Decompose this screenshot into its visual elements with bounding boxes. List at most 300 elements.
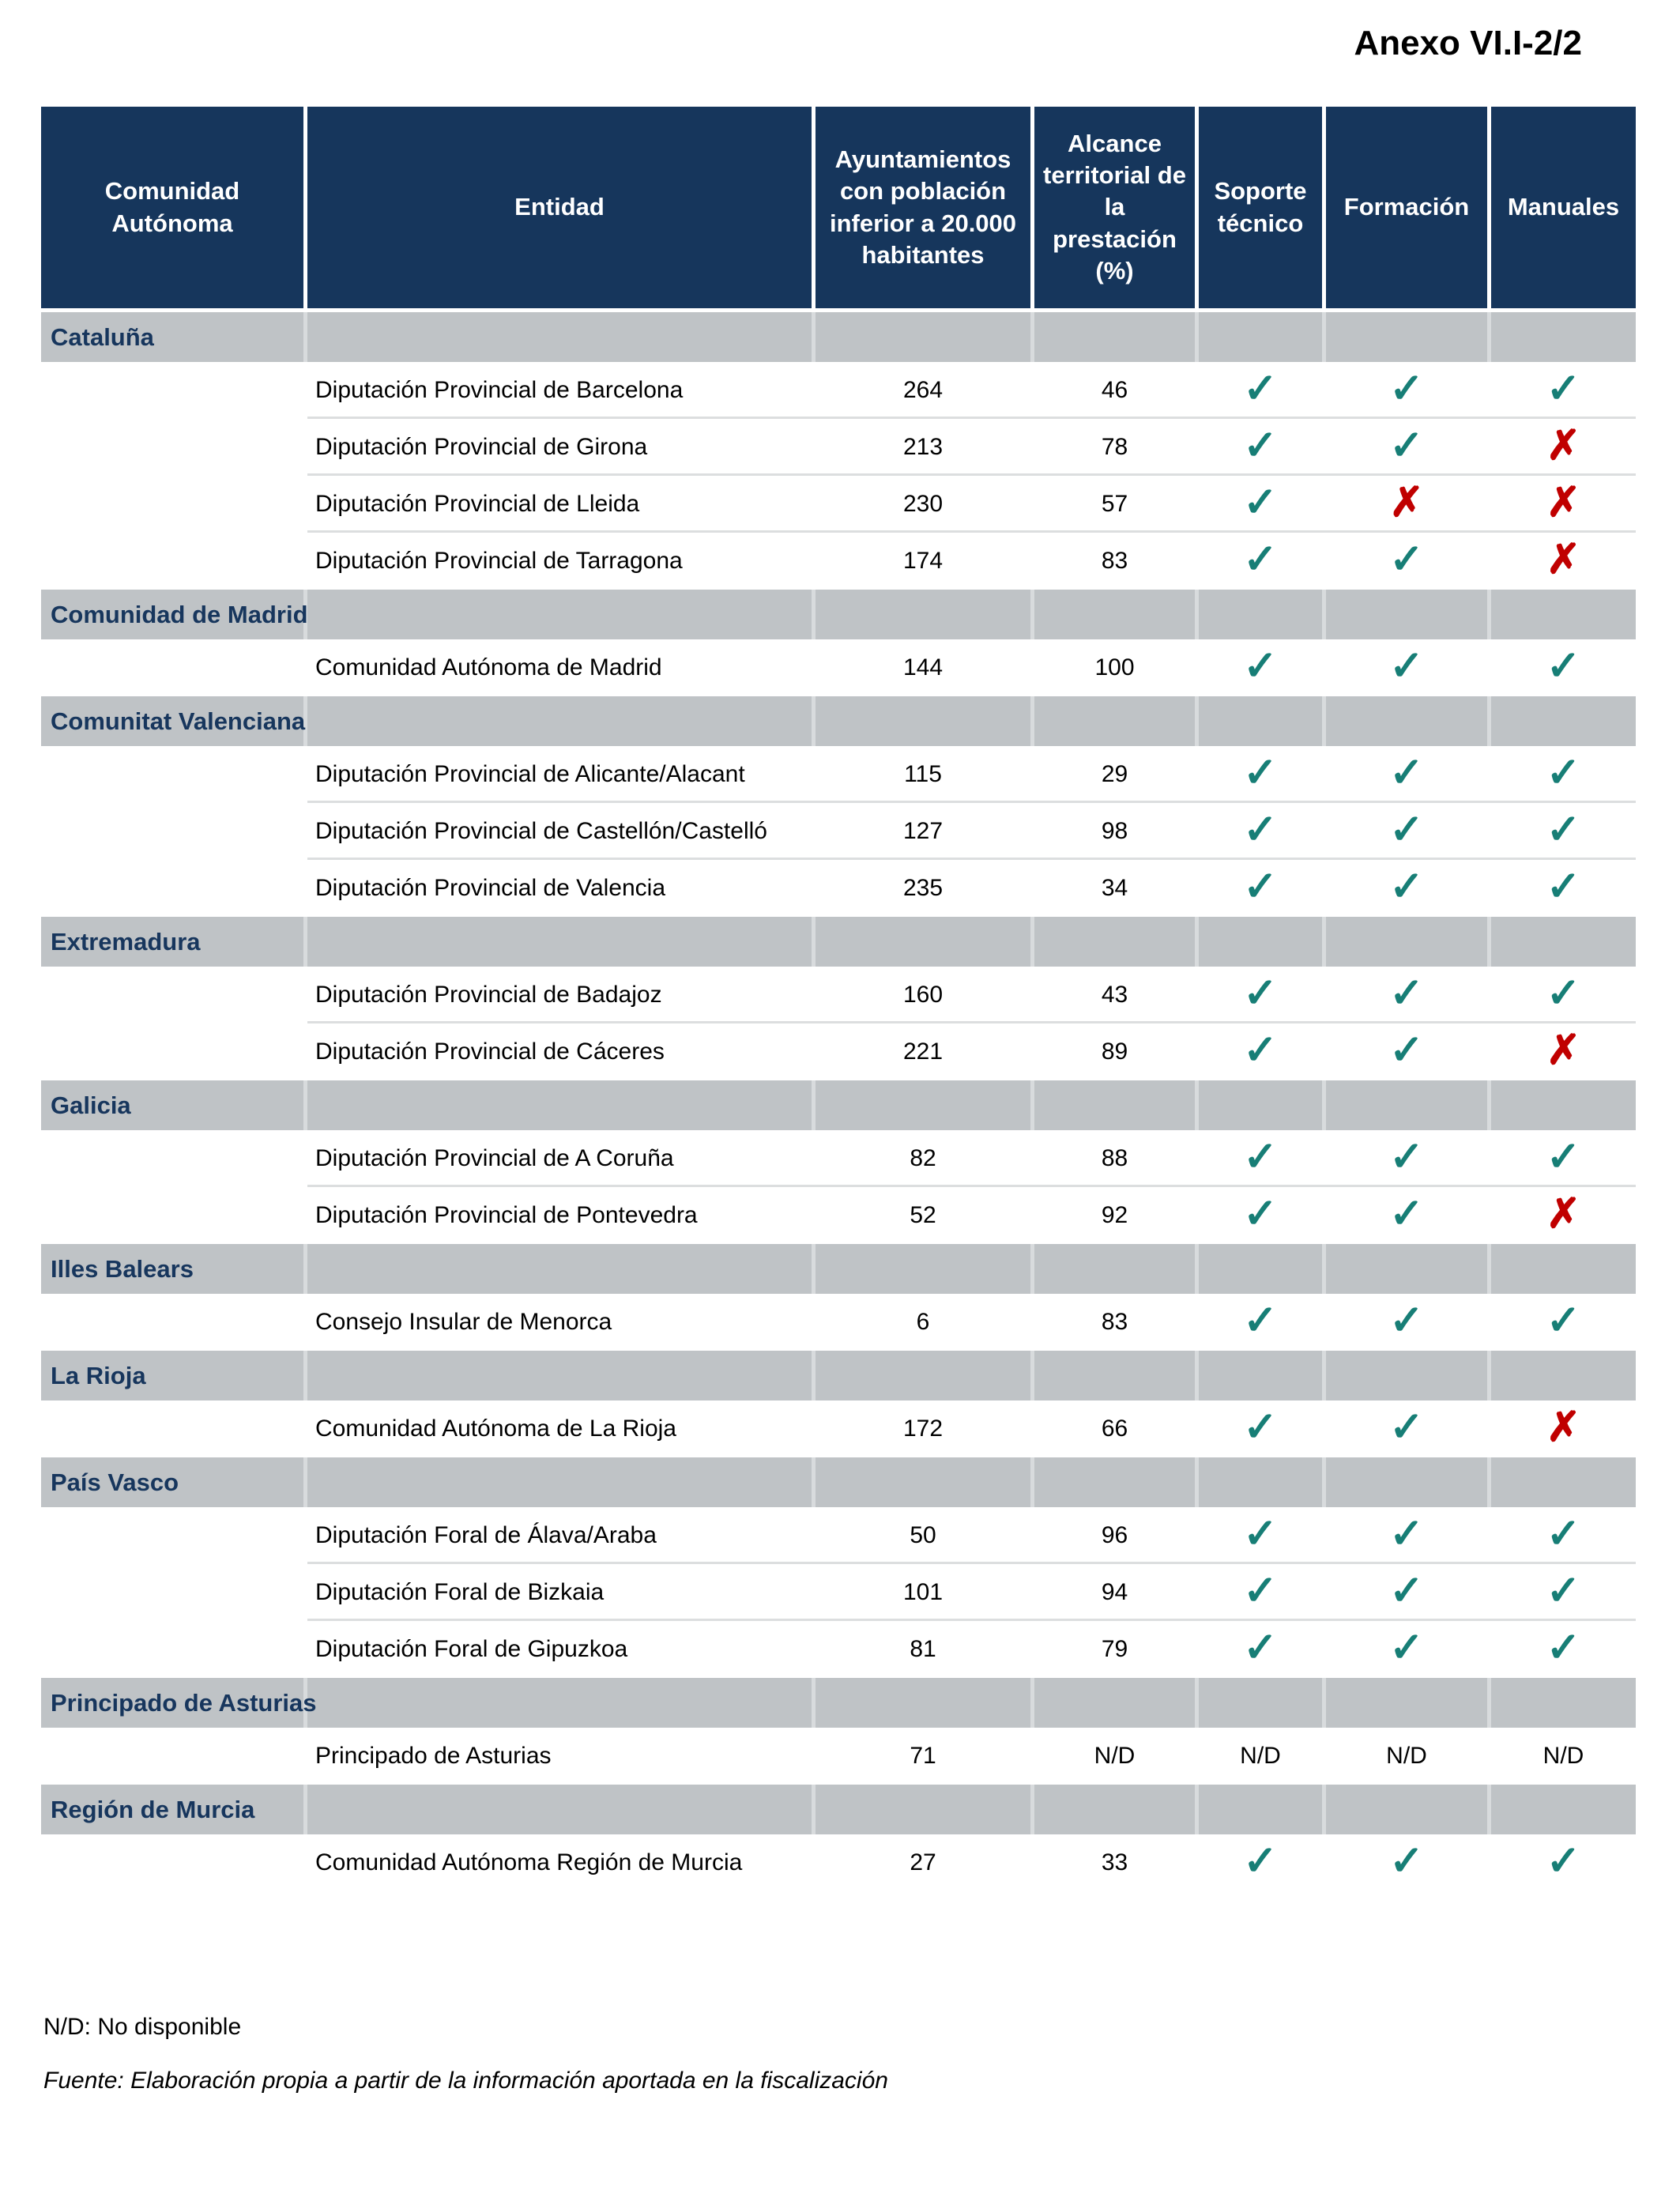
cell-value: 96 xyxy=(1101,1522,1128,1548)
comunidad-empty-cell xyxy=(41,1023,303,1080)
value-cell xyxy=(1034,1728,1195,1785)
value-cell xyxy=(1491,639,1636,696)
section-empty-cell xyxy=(1326,1678,1487,1728)
value-cell xyxy=(1491,967,1636,1023)
section-row xyxy=(41,696,1636,746)
value-cell xyxy=(1199,639,1322,696)
entity-name: Diputación Provincial de Badajoz xyxy=(315,982,662,1008)
check-icon: ✓ xyxy=(1389,971,1424,1016)
section-empty-cell xyxy=(1491,1457,1636,1507)
section-empty-cell xyxy=(307,1080,812,1130)
value-cell xyxy=(816,362,1030,419)
entity-cell xyxy=(307,1564,812,1621)
cell-value: 71 xyxy=(910,1743,936,1769)
entity-cell xyxy=(307,1400,812,1457)
entity-name: Diputación Foral de Álava/Araba xyxy=(315,1522,657,1548)
header-cell-manuales: Manuales xyxy=(1491,107,1636,308)
value-cell xyxy=(1326,1130,1487,1187)
value-cell xyxy=(816,1130,1030,1187)
entity-name: Diputación Foral de Gipuzkoa xyxy=(315,1636,628,1662)
value-cell xyxy=(1199,1621,1322,1678)
cell-value: 98 xyxy=(1101,818,1128,844)
value-cell xyxy=(816,476,1030,533)
entity-cell xyxy=(307,1130,812,1187)
value-cell xyxy=(1199,1564,1322,1621)
cell-value: 83 xyxy=(1101,1309,1128,1335)
value-cell xyxy=(1326,1187,1487,1244)
value-cell xyxy=(1199,1130,1322,1187)
value-cell xyxy=(1326,803,1487,860)
cell-value: 88 xyxy=(1101,1145,1128,1171)
check-icon: ✓ xyxy=(1389,1404,1424,1450)
value-cell xyxy=(1034,803,1195,860)
section-empty-cell xyxy=(816,1785,1030,1834)
value-cell xyxy=(1034,1187,1195,1244)
value-cell xyxy=(1491,860,1636,917)
section-name-cell xyxy=(41,312,303,362)
value-cell xyxy=(1199,1187,1322,1244)
header-cell-alcance: Alcance territorial de la prestación (%) xyxy=(1034,107,1195,308)
value-cell xyxy=(1199,1294,1322,1351)
section-name-cell xyxy=(41,1080,303,1130)
value-cell xyxy=(1491,1130,1636,1187)
check-icon: ✓ xyxy=(1243,423,1278,469)
value-cell xyxy=(1491,1023,1636,1080)
value-cell xyxy=(1034,1023,1195,1080)
cross-icon: ✗ xyxy=(1389,480,1424,526)
check-icon: ✓ xyxy=(1243,537,1278,582)
value-cell xyxy=(816,533,1030,590)
cross-icon: ✗ xyxy=(1546,1027,1581,1073)
value-cell xyxy=(1034,967,1195,1023)
check-icon: ✓ xyxy=(1243,1838,1278,1884)
section-name-cell xyxy=(41,696,306,746)
section-empty-cell xyxy=(1326,1080,1487,1130)
entity-name: Diputación Foral de Bizkaia xyxy=(315,1579,605,1605)
section-row xyxy=(41,1785,1636,1834)
cell-value: 127 xyxy=(902,818,944,844)
check-icon: ✓ xyxy=(1389,1134,1424,1180)
cell-value: 174 xyxy=(902,548,944,574)
comunidad-empty-cell xyxy=(41,533,303,590)
comunidad-empty-cell xyxy=(41,1130,303,1187)
cell-value: 172 xyxy=(902,1416,944,1442)
table-row xyxy=(41,746,1636,803)
table-row xyxy=(41,1187,1636,1244)
section-empty-cell xyxy=(816,590,1030,639)
section-empty-cell xyxy=(1491,590,1636,639)
value-cell xyxy=(1199,1400,1322,1457)
cell-value: 43 xyxy=(1101,982,1128,1008)
header-cell-comunidad: Comunidad Autónoma xyxy=(41,107,303,308)
cell-value: 78 xyxy=(1101,434,1128,460)
table-row xyxy=(41,1294,1636,1351)
check-icon: ✓ xyxy=(1243,1027,1278,1073)
section-empty-cell xyxy=(1491,1080,1636,1130)
comunidad-empty-cell xyxy=(41,1621,303,1678)
check-icon: ✓ xyxy=(1243,1298,1278,1344)
section-empty-cell xyxy=(1034,1351,1195,1400)
check-icon: ✓ xyxy=(1389,1191,1424,1237)
entity-cell xyxy=(307,967,812,1023)
comunidad-empty-cell xyxy=(41,803,303,860)
entity-cell xyxy=(307,1728,812,1785)
section-empty-cell xyxy=(1326,312,1487,362)
value-cell xyxy=(1491,1564,1636,1621)
section-empty-cell xyxy=(1034,590,1195,639)
check-icon: ✓ xyxy=(1389,807,1424,853)
section-empty-cell xyxy=(1199,1785,1322,1834)
section-empty-cell xyxy=(1034,696,1195,746)
check-icon: ✓ xyxy=(1243,1625,1278,1671)
check-icon: ✓ xyxy=(1546,1568,1581,1614)
comunidad-empty-cell xyxy=(41,1564,303,1621)
section-name-cell xyxy=(41,1457,303,1507)
footnote-source: Fuente: Elaboración propia a partir de la información aportada en la fiscalización xyxy=(43,2068,888,2094)
section-label: La Rioja xyxy=(51,1361,146,1389)
entity-cell xyxy=(307,746,812,803)
value-cell xyxy=(1326,967,1487,1023)
check-icon: ✓ xyxy=(1389,366,1424,412)
section-label: Principado de Asturias xyxy=(51,1688,317,1717)
cell-value: 230 xyxy=(902,491,944,517)
value-cell xyxy=(1199,967,1322,1023)
check-icon: ✓ xyxy=(1389,643,1424,689)
section-empty-cell xyxy=(1199,917,1322,967)
value-cell xyxy=(1199,746,1322,803)
cell-value: 82 xyxy=(910,1145,936,1171)
section-row xyxy=(41,312,1636,362)
comunidad-empty-cell xyxy=(41,1187,303,1244)
check-icon: ✓ xyxy=(1389,423,1424,469)
section-empty-cell xyxy=(307,917,812,967)
table-row xyxy=(41,362,1636,419)
value-cell xyxy=(1326,1400,1487,1457)
table-row xyxy=(41,1023,1636,1080)
cell-value: 29 xyxy=(1101,761,1128,787)
entity-cell xyxy=(307,1294,812,1351)
section-row xyxy=(41,1080,1636,1130)
check-icon: ✓ xyxy=(1389,1027,1424,1073)
value-cell xyxy=(816,1564,1030,1621)
value-cell xyxy=(1034,639,1195,696)
check-icon: ✓ xyxy=(1546,971,1581,1016)
section-empty-cell xyxy=(816,1351,1030,1400)
section-label: Región de Murcia xyxy=(51,1795,255,1823)
section-empty-cell xyxy=(1326,1351,1487,1400)
check-icon: ✓ xyxy=(1389,1838,1424,1884)
value-cell xyxy=(1326,1564,1487,1621)
value-cell xyxy=(816,1294,1030,1351)
value-cell xyxy=(816,419,1030,476)
section-empty-cell xyxy=(1199,1351,1322,1400)
cell-value: N/D xyxy=(1094,1743,1136,1769)
value-cell xyxy=(1491,1728,1636,1785)
section-empty-cell xyxy=(816,696,1030,746)
table-body xyxy=(41,312,1636,1891)
cell-value: 221 xyxy=(902,1039,944,1065)
section-empty-cell xyxy=(1326,1785,1487,1834)
entity-name: Principado de Asturias xyxy=(315,1743,552,1769)
value-cell xyxy=(1326,362,1487,419)
section-empty-cell xyxy=(307,590,812,639)
entity-cell xyxy=(307,419,812,476)
value-cell xyxy=(1199,533,1322,590)
check-icon: ✓ xyxy=(1243,1511,1278,1557)
table-row xyxy=(41,1728,1636,1785)
check-icon: ✓ xyxy=(1243,366,1278,412)
value-cell xyxy=(816,803,1030,860)
comunidad-empty-cell xyxy=(41,1400,303,1457)
section-name-cell xyxy=(41,917,303,967)
value-cell xyxy=(1199,1023,1322,1080)
entity-name: Diputación Provincial de Castellón/Castelló xyxy=(315,818,767,844)
section-name-cell xyxy=(41,1785,303,1834)
section-empty-cell xyxy=(816,1080,1030,1130)
value-cell xyxy=(1491,1294,1636,1351)
section-empty-cell xyxy=(1326,917,1487,967)
value-cell xyxy=(1034,476,1195,533)
section-label: País Vasco xyxy=(51,1468,179,1496)
cell-value: 81 xyxy=(910,1636,936,1662)
section-empty-cell xyxy=(1034,1785,1195,1834)
section-empty-cell xyxy=(1199,590,1322,639)
section-empty-cell xyxy=(1034,917,1195,967)
entity-cell xyxy=(307,362,812,419)
check-icon: ✓ xyxy=(1243,971,1278,1016)
table-row xyxy=(41,803,1636,860)
cell-value: 27 xyxy=(910,1849,936,1875)
section-empty-cell xyxy=(1199,1457,1322,1507)
comunidad-empty-cell xyxy=(41,746,303,803)
section-empty-cell xyxy=(1199,312,1322,362)
check-icon: ✓ xyxy=(1546,750,1581,796)
check-icon: ✓ xyxy=(1389,1625,1424,1671)
value-cell xyxy=(1491,1834,1636,1891)
table-row xyxy=(41,1834,1636,1891)
check-icon: ✓ xyxy=(1389,537,1424,582)
cell-value: 33 xyxy=(1101,1849,1128,1875)
value-cell xyxy=(1034,1621,1195,1678)
check-icon: ✓ xyxy=(1389,750,1424,796)
value-cell xyxy=(1326,1294,1487,1351)
section-empty-cell xyxy=(1491,1351,1636,1400)
entity-cell xyxy=(307,1023,812,1080)
entity-cell xyxy=(307,1834,812,1891)
header-cell-entidad: Entidad xyxy=(307,107,812,308)
table-row xyxy=(41,1621,1636,1678)
value-cell xyxy=(816,1621,1030,1678)
value-cell xyxy=(816,1400,1030,1457)
value-cell xyxy=(1491,1400,1636,1457)
entity-cell xyxy=(307,803,812,860)
section-empty-cell xyxy=(1326,590,1487,639)
cross-icon: ✗ xyxy=(1546,480,1581,526)
section-row xyxy=(41,1351,1636,1400)
entity-cell xyxy=(307,639,812,696)
section-name-cell xyxy=(41,590,308,639)
check-icon: ✓ xyxy=(1243,1191,1278,1237)
section-name-cell xyxy=(41,1351,303,1400)
cell-value: N/D xyxy=(1240,1743,1281,1769)
comunidad-empty-cell xyxy=(41,1728,303,1785)
value-cell xyxy=(1199,362,1322,419)
check-icon: ✓ xyxy=(1546,1838,1581,1884)
value-cell xyxy=(1491,362,1636,419)
check-icon: ✓ xyxy=(1546,1625,1581,1671)
value-cell xyxy=(1034,1507,1195,1564)
cell-value: 50 xyxy=(910,1522,936,1548)
section-empty-cell xyxy=(1034,1678,1195,1728)
cell-value: N/D xyxy=(1386,1743,1427,1769)
cell-value: 34 xyxy=(1101,875,1128,901)
section-name-cell xyxy=(41,1678,317,1728)
cell-value: 101 xyxy=(902,1579,944,1605)
section-row xyxy=(41,590,1636,639)
table-header-row xyxy=(41,107,1636,308)
comunidad-empty-cell xyxy=(41,476,303,533)
value-cell xyxy=(1034,1564,1195,1621)
check-icon: ✓ xyxy=(1243,1404,1278,1450)
value-cell xyxy=(816,1834,1030,1891)
section-empty-cell xyxy=(816,917,1030,967)
check-icon: ✓ xyxy=(1389,1568,1424,1614)
section-empty-cell xyxy=(1326,1457,1487,1507)
check-icon: ✓ xyxy=(1243,750,1278,796)
value-cell xyxy=(1034,419,1195,476)
section-empty-cell xyxy=(816,312,1030,362)
cell-value: 115 xyxy=(904,761,942,787)
value-cell xyxy=(1034,1130,1195,1187)
section-label: Cataluña xyxy=(51,322,154,351)
entity-cell xyxy=(307,860,812,917)
section-label: Extremadura xyxy=(51,927,201,956)
section-empty-cell xyxy=(1034,1244,1195,1294)
header-cell-soporte: Soporte técnico xyxy=(1199,107,1322,308)
value-cell xyxy=(1491,1507,1636,1564)
value-cell xyxy=(1199,803,1322,860)
check-icon: ✓ xyxy=(1389,1298,1424,1344)
footnotes xyxy=(43,2014,888,2094)
entity-name: Diputación Provincial de Barcelona xyxy=(315,377,684,403)
comunidad-empty-cell xyxy=(41,1834,303,1891)
cell-value: 46 xyxy=(1101,377,1128,403)
value-cell xyxy=(1326,1834,1487,1891)
table-row xyxy=(41,1130,1636,1187)
check-icon: ✓ xyxy=(1243,643,1278,689)
cell-value: N/D xyxy=(1543,1743,1584,1769)
table-row xyxy=(41,639,1636,696)
section-empty-cell xyxy=(307,312,812,362)
value-cell xyxy=(816,746,1030,803)
cell-value: 100 xyxy=(1094,654,1135,680)
table-row xyxy=(41,533,1636,590)
value-cell xyxy=(816,1187,1030,1244)
section-label: Comunidad de Madrid xyxy=(51,600,308,628)
footnote-nd: N/D: No disponible xyxy=(43,2014,242,2040)
section-empty-cell xyxy=(307,1785,812,1834)
value-cell xyxy=(816,860,1030,917)
section-empty-cell xyxy=(1491,312,1636,362)
value-cell xyxy=(1034,533,1195,590)
table-row xyxy=(41,1400,1636,1457)
check-icon: ✓ xyxy=(1546,643,1581,689)
section-empty-cell xyxy=(307,1244,812,1294)
value-cell xyxy=(1326,476,1487,533)
section-empty-cell xyxy=(1034,1080,1195,1130)
cell-value: 264 xyxy=(902,377,944,403)
section-empty-cell xyxy=(307,1351,812,1400)
entity-name: Consejo Insular de Menorca xyxy=(315,1309,612,1335)
check-icon: ✓ xyxy=(1389,864,1424,910)
value-cell xyxy=(1034,1294,1195,1351)
value-cell xyxy=(1034,746,1195,803)
table xyxy=(41,107,1636,1891)
value-cell xyxy=(816,639,1030,696)
value-cell xyxy=(1491,746,1636,803)
table-row xyxy=(41,476,1636,533)
value-cell xyxy=(1326,1023,1487,1080)
cell-value: 92 xyxy=(1101,1202,1128,1228)
section-row xyxy=(41,1457,1636,1507)
check-icon: ✓ xyxy=(1243,480,1278,526)
value-cell xyxy=(1199,476,1322,533)
cell-value: 57 xyxy=(1101,491,1128,517)
cell-value: 160 xyxy=(902,982,944,1008)
check-icon: ✓ xyxy=(1243,864,1278,910)
value-cell xyxy=(1491,476,1636,533)
check-icon: ✓ xyxy=(1546,366,1581,412)
value-cell xyxy=(1199,1728,1322,1785)
value-cell xyxy=(1491,1621,1636,1678)
check-icon: ✓ xyxy=(1546,1298,1581,1344)
entity-cell xyxy=(307,1507,812,1564)
value-cell xyxy=(1326,1507,1487,1564)
section-empty-cell xyxy=(307,696,812,746)
cell-value: 66 xyxy=(1101,1416,1128,1442)
section-empty-cell xyxy=(1199,1678,1322,1728)
check-icon: ✓ xyxy=(1546,1511,1581,1557)
section-label: Illes Balears xyxy=(51,1254,194,1283)
value-cell xyxy=(1199,1834,1322,1891)
entity-name: Diputación Provincial de Cáceres xyxy=(315,1039,665,1065)
section-row xyxy=(41,1678,1636,1728)
cross-icon: ✗ xyxy=(1546,423,1581,469)
value-cell xyxy=(816,1728,1030,1785)
check-icon: ✓ xyxy=(1546,807,1581,853)
value-cell xyxy=(1491,533,1636,590)
cell-value: 79 xyxy=(1101,1636,1128,1662)
value-cell xyxy=(1491,419,1636,476)
value-cell xyxy=(1491,1187,1636,1244)
value-cell xyxy=(1326,860,1487,917)
cross-icon: ✗ xyxy=(1546,1404,1581,1450)
table-row xyxy=(41,967,1636,1023)
entity-name: Comunidad Autónoma de Madrid xyxy=(315,654,662,680)
table-row xyxy=(41,860,1636,917)
section-label: Comunitat Valenciana xyxy=(51,707,306,735)
section-empty-cell xyxy=(307,1678,812,1728)
section-empty-cell xyxy=(1491,696,1636,746)
section-empty-cell xyxy=(1491,1678,1636,1728)
entity-name: Comunidad Autónoma Región de Murcia xyxy=(315,1849,743,1875)
comunidad-empty-cell xyxy=(41,639,303,696)
section-label: Galicia xyxy=(51,1091,131,1119)
cross-icon: ✗ xyxy=(1546,537,1581,582)
entity-name: Diputación Provincial de A Coruña xyxy=(315,1145,674,1171)
value-cell xyxy=(1034,1834,1195,1891)
entity-name: Diputación Provincial de Alicante/Alacant xyxy=(315,761,745,787)
